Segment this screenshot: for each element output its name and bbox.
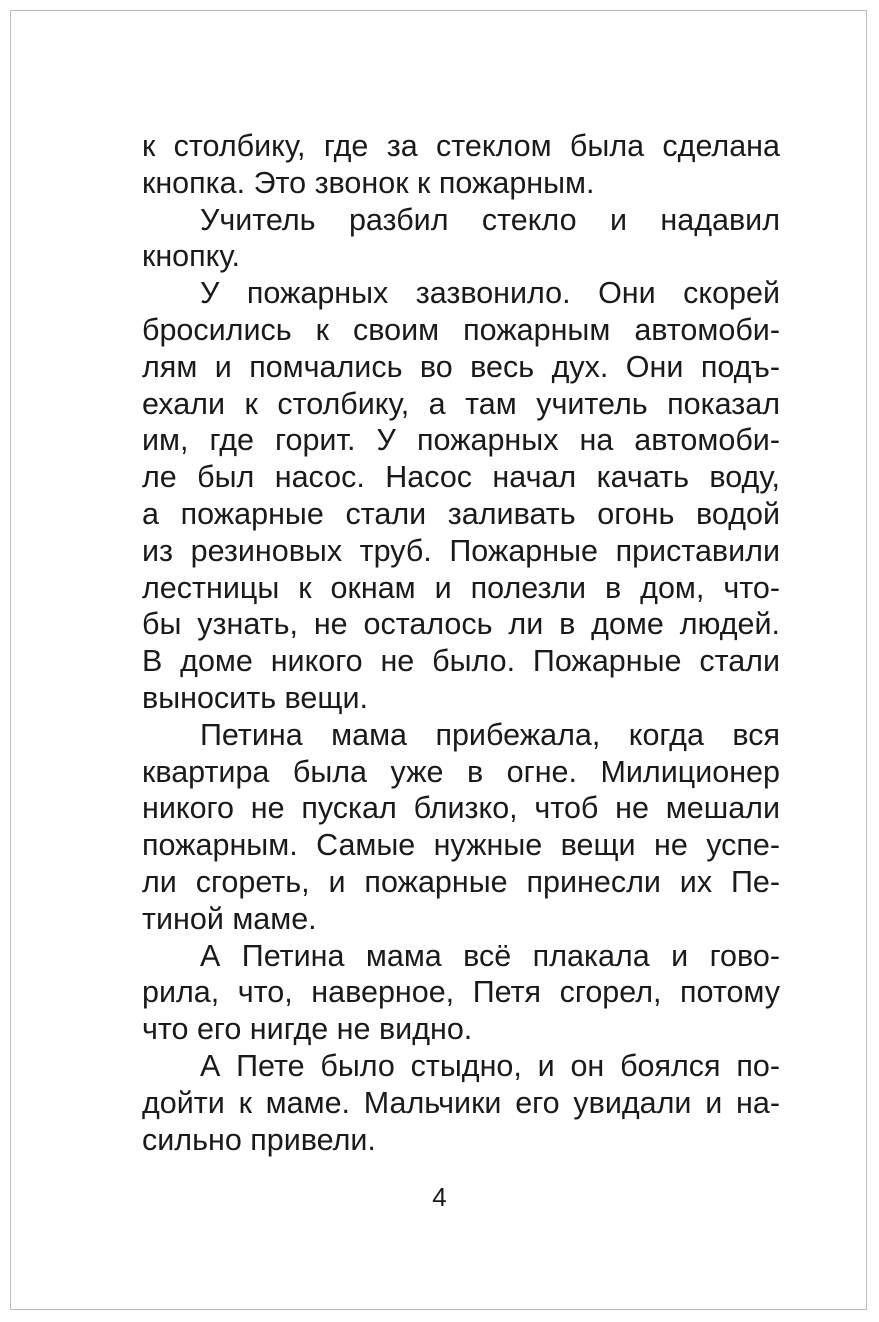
text-line: Петина мама прибежала, когда вся (200, 717, 780, 752)
body-text (142, 128, 780, 1158)
text-line: ехали к столбику, а там учитель показал (142, 386, 780, 421)
text-line: кнопку. (142, 239, 241, 274)
paragraph (142, 128, 780, 202)
text-line: им, где горит. У пожарных на автомоби- (142, 423, 780, 458)
text-line: бросились к своим пожарным автомоби- (142, 312, 780, 347)
text-line: бы узнать, не осталось ли в доме людей. (142, 607, 780, 642)
text-line: дойти к маме. Мальчики его увидали и на- (142, 1085, 780, 1120)
text-line: из резиновых труб. Пожарные приставили (142, 533, 780, 568)
paragraph (142, 275, 780, 717)
text-line: к столбику, где за стеклом была сделана (142, 129, 780, 163)
text-line: рила, что, наверное, Петя сгорел, потому (142, 975, 780, 1010)
text-line: пожарным. Самые нужные вещи не успе- (142, 828, 780, 863)
text-line: А Пете было стыдно, и он боялся по- (200, 1048, 780, 1083)
paragraph (142, 202, 780, 276)
text-line: лям и помчались во весь дух. Они подъ- (142, 349, 780, 384)
text-line: У пожарных зазвонило. Они скорей (200, 276, 780, 311)
text-line: Учитель разбил стекло и надавил (200, 202, 780, 237)
text-line: ли сгореть, и пожарные принесли их Пе- (142, 864, 780, 899)
paragraph (142, 938, 780, 1048)
paragraph (142, 717, 780, 938)
text-line: выносить вещи. (142, 680, 368, 715)
text-line: а пожарные стали заливать огонь водой (142, 496, 780, 531)
text-line: никого не пускал близко, чтоб не мешали (142, 791, 780, 826)
text-line: кнопка. Это звонок к пожарным. (142, 165, 595, 200)
text-line: тиной маме. (142, 901, 317, 936)
text-line: ле был насос. Насос начал качать воду, (142, 460, 780, 495)
paragraph (142, 1048, 780, 1158)
text-line: В доме никого не было. Пожарные стали (142, 644, 780, 679)
text-line: сильно привели. (142, 1122, 376, 1157)
text-line: квартира была уже в огне. Милиционер (142, 754, 780, 789)
text-line: А Петина мама всё плакала и гово- (200, 938, 780, 973)
text-line: лестницы к окнам и полезли в дом, что- (142, 570, 780, 605)
page-number: 4 (432, 1182, 447, 1212)
text-line: что его нигде не видно. (142, 1012, 473, 1047)
